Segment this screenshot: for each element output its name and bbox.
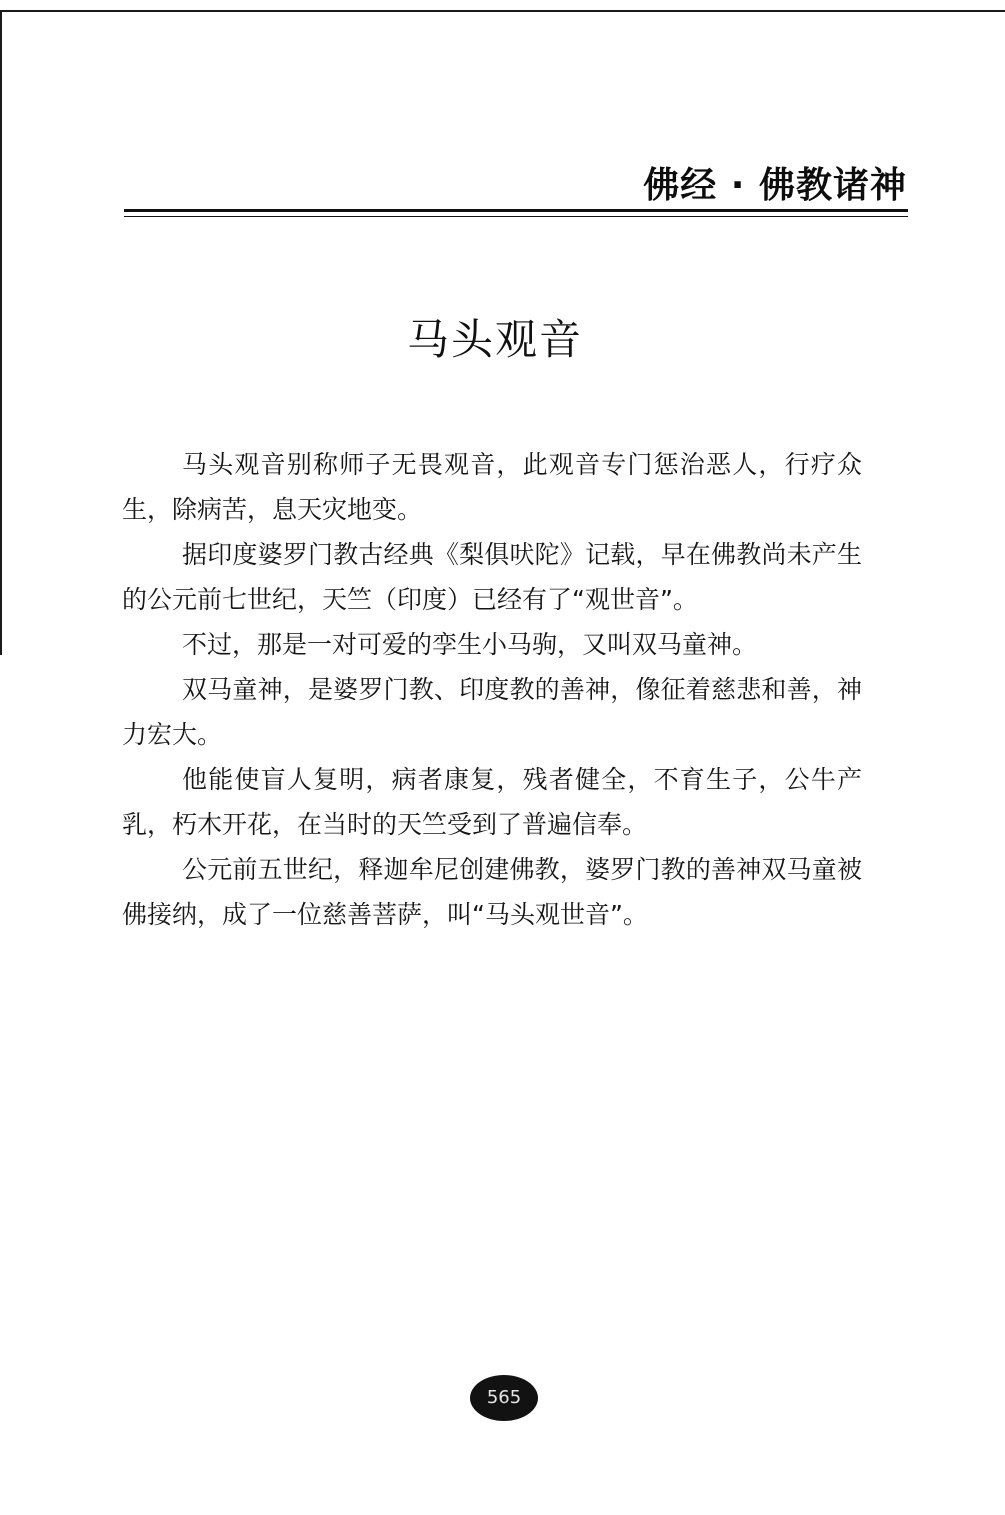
paragraph: 双马童神，是婆罗门教、印度教的善神，像征着慈悲和善，神力宏大。 <box>122 675 862 749</box>
article-title: 马头观音 <box>406 315 583 364</box>
paragraph: 公元前五世纪，释迦牟尼创建佛教，婆罗门教的善神双马童被佛接纳，成了一位慈善菩萨，叫“马头观世音”。 <box>122 855 862 929</box>
top-border-rule <box>0 10 1005 12</box>
page-number-badge: 565 <box>470 1375 538 1421</box>
article-body <box>122 442 862 937</box>
header-rule-thin <box>124 216 908 217</box>
header-rule-thick <box>124 209 908 212</box>
paragraph: 不过，那是一对可爱的孪生小马驹，又叫双马童神。 <box>182 630 758 659</box>
paragraph: 据印度婆罗门教古经典《梨俱吠陀》记载，早在佛教尚未产生的公元前七世纪，天竺（印度）已经有了“观世音”。 <box>122 540 862 614</box>
paragraph: 他能使盲人复明，病者康复，残者健全，不育生子，公牛产乳，朽木开花，在当时的天竺受到了普遍信奉。 <box>122 765 862 839</box>
running-head: 佛经 · 佛教诸神 <box>643 165 907 206</box>
paragraph: 马头观音别称师子无畏观音，此观音专门惩治恶人，行疗众生，除病苦，息天灾地变。 <box>122 450 862 524</box>
